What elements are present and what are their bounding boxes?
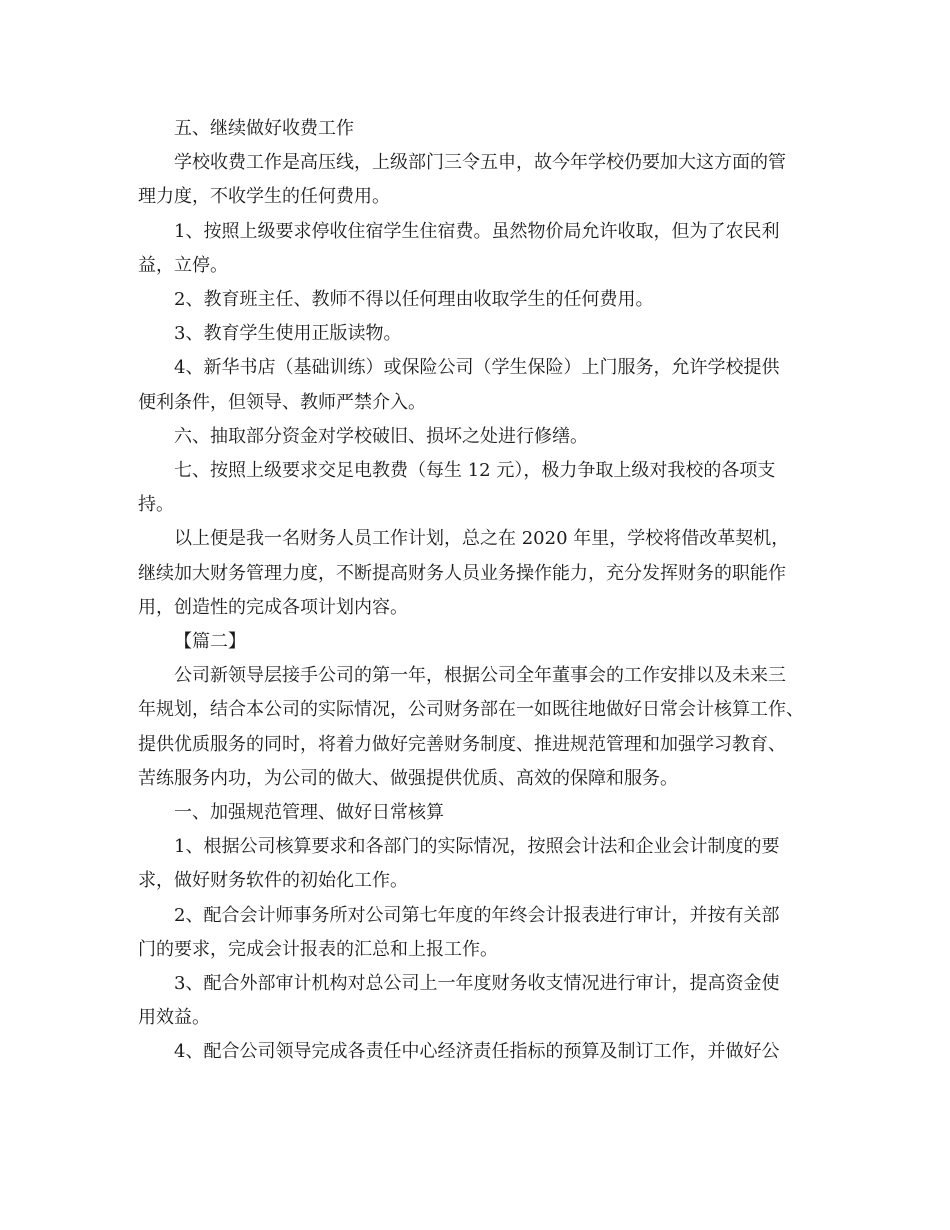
paragraph-summary: 以上便是我一名财务人员工作计划，总之在 2020 年里，学校将借改革契机， 继续加大财务管理力度，不断提高财务人员业务操作能力，充分发挥财务的职能作 用，创造性的完成各项计划内容。 bbox=[138, 528, 790, 618]
section-heading-repairs: 六、抽取部分资金对学校破旧、损坏之处进行修缮。 bbox=[174, 425, 588, 447]
list-item-3-external-audit: 3、配合外部审计机构对总公司上一年度财务收支情况进行审计，提高资金使 用效益。 bbox=[138, 973, 780, 1029]
list-item-3-legit-books: 3、教育学生使用正版读物。 bbox=[174, 323, 402, 345]
list-item-2-audit: 2、配合会计师事务所对公司第七年度的年终会计报表进行审计，并按有关部 门的要求，完成会计报表的汇总和上报工作。 bbox=[138, 904, 780, 960]
paragraph-part-two-intro: 公司新领导层接手公司的第一年，根据公司全年董事会的工作安排以及未来三 年规划，结合本公司的实际情况，公司财务部在一如既往地做好日常会计核算工作、 提供优质服务的同时，将着力做好完善财务制度、推进规范管理和加强学习教育、 苦练服务内功，为公司的做大、做强提供优质、高效的保障和服务。 bbox=[138, 665, 804, 789]
list-item-1-dorm-fee: 1、按照上级要求停收住宿学生住宿费。虽然物价局允许收取，但为了农民利 益，立停。 bbox=[138, 220, 780, 276]
paragraph-fee-policy: 学校收费工作是高压线，上级部门三令五申，故今年学校仍要加大这方面的管 理力度，不收学生的任何费用。 bbox=[138, 152, 786, 208]
document-body bbox=[138, 112, 828, 1070]
section-heading-fee-work: 五、继续做好收费工作 bbox=[174, 118, 354, 139]
part-two-heading: 【篇二】 bbox=[174, 631, 246, 653]
list-item-1-software-init: 1、根据公司核算要求和各部门的实际情况，按照会计法和企业会计制度的要 求，做好财务软件的初始化工作。 bbox=[138, 836, 780, 892]
section-heading-management: 一、加强规范管理、做好日常核算 bbox=[174, 802, 444, 824]
list-item-2-teacher-fees: 2、教育班主任、教师不得以任何理由收取学生的任何费用。 bbox=[174, 289, 654, 311]
list-item-4-budget: 4、配合公司领导完成各责任中心经济责任指标的预算及制订工作，并做好公 bbox=[174, 1041, 780, 1063]
list-item-4-bookstore-insurance: 4、新华书店（基础训练）或保险公司（学生保险）上门服务，允许学校提供 便利条件，但领导、教师严禁介入。 bbox=[138, 357, 780, 413]
section-heading-av-fee: 七、按照上级要求交足电教费（每生 12 元），极力争取上级对我校的各项支 持。 bbox=[138, 460, 776, 516]
